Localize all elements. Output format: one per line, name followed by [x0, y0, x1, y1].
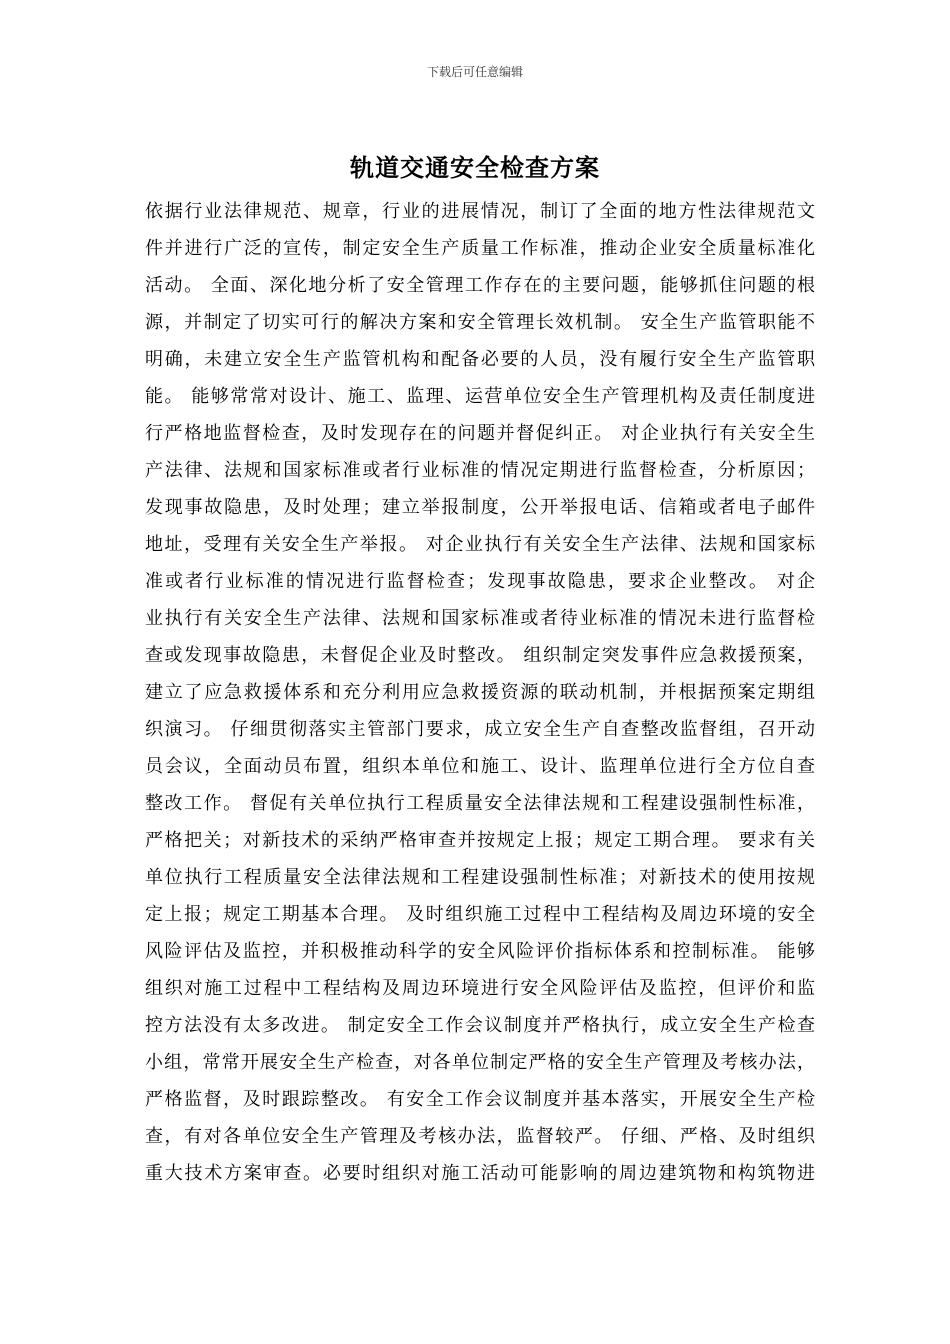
- header-note: 下载后可任意编辑: [426, 65, 523, 79]
- body-line: 严格监督，及时跟踪整改。 有安全工作会议制度并基本落实，开展安全生产检: [145, 1089, 815, 1110]
- body-line: 织演习。 仔细贯彻落实主管部门要求，成立安全生产自查整改监督组，召开动: [145, 719, 815, 740]
- body-line: 业执行有关安全生产法律、法规和国家标准或者待业标准的情况未进行监督检: [145, 608, 815, 629]
- body-line: 活动。 全面、深化地分析了安全管理工作存在的主要问题，能够抓住问题的根: [145, 275, 815, 296]
- body-line: 发现事故隐患，及时处理；建立举报制度，公开举报电话、信箱或者电子邮件: [145, 497, 815, 518]
- body-line: 员会议，全面动员布置，组织本单位和施工、设计、监理单位进行全方位自查: [145, 756, 815, 777]
- body-line: 查或发现事故隐患，未督促企业及时整改。 组织制定突发事件应急救援预案，: [145, 645, 815, 666]
- body-line: 小组，常常开展安全生产检查，对各单位制定严格的安全生产管理及考核办法，: [145, 1052, 815, 1073]
- body-line: 准或者行业标准的情况进行监督检查；发现事故隐患，要求企业整改。 对企: [145, 571, 815, 592]
- body-line: 明确，未建立安全生产监管机构和配备必要的人员，没有履行安全生产监管职: [145, 349, 815, 370]
- body-line: 能。 能够常常对设计、施工、监理、运营单位安全生产管理机构及责任制度进: [145, 386, 815, 407]
- body-line: 严格把关；对新技术的采纳严格审查并按规定上报；规定工期合理。 要求有关: [145, 830, 815, 851]
- body-line: 建立了应急救援体系和充分利用应急救援资源的联动机制，并根据预案定期组: [145, 682, 815, 703]
- body-line: 源，并制定了切实可行的解决方案和安全管理长效机制。 安全生产监管职能不: [145, 312, 815, 333]
- document-title: 轨道交通安全检查方案: [350, 153, 600, 182]
- body-line: 查，有对各单位安全生产管理及考核办法，监督较严。 仔细、严格、及时组织: [145, 1126, 815, 1147]
- body-line: 行严格地监督检查，及时发现存在的问题并督促纠正。 对企业执行有关安全生: [145, 423, 815, 444]
- body-line: 重大技术方案审查。必要时组织对施工活动可能影响的周边建筑物和构筑物进: [145, 1163, 815, 1184]
- body-line: 控方法没有太多改进。 制定安全工作会议制度并严格执行，成立安全生产检查: [145, 1015, 815, 1036]
- body-line: 整改工作。 督促有关单位执行工程质量安全法律法规和工程建设强制性标准，: [145, 793, 815, 814]
- body-line: 单位执行工程质量安全法律法规和工程建设强制性标准；对新技术的使用按规: [145, 867, 815, 888]
- body-line: 依据行业法律规范、规章，行业的进展情况，制订了全面的地方性法律规范文: [145, 201, 815, 222]
- body-line: 风险评估及监控，并积极推动科学的安全风险评价指标体系和控制标准。 能够: [145, 941, 815, 962]
- body-line: 件并进行广泛的宣传，制定安全生产质量工作标准，推动企业安全质量标准化: [145, 238, 815, 259]
- body-line: 定上报；规定工期基本合理。 及时组织施工过程中工程结构及周边环境的安全: [145, 904, 815, 925]
- body-line: 组织对施工过程中工程结构及周边环境进行安全风险评估及监控，但评价和监: [145, 978, 815, 999]
- body-line: 产法律、法规和国家标准或者行业标准的情况定期进行监督检查，分析原因；: [145, 460, 815, 481]
- document-body: [145, 193, 815, 1192]
- body-line: 地址，受理有关安全生产举报。 对企业执行有关安全生产法律、法规和国家标: [145, 534, 815, 555]
